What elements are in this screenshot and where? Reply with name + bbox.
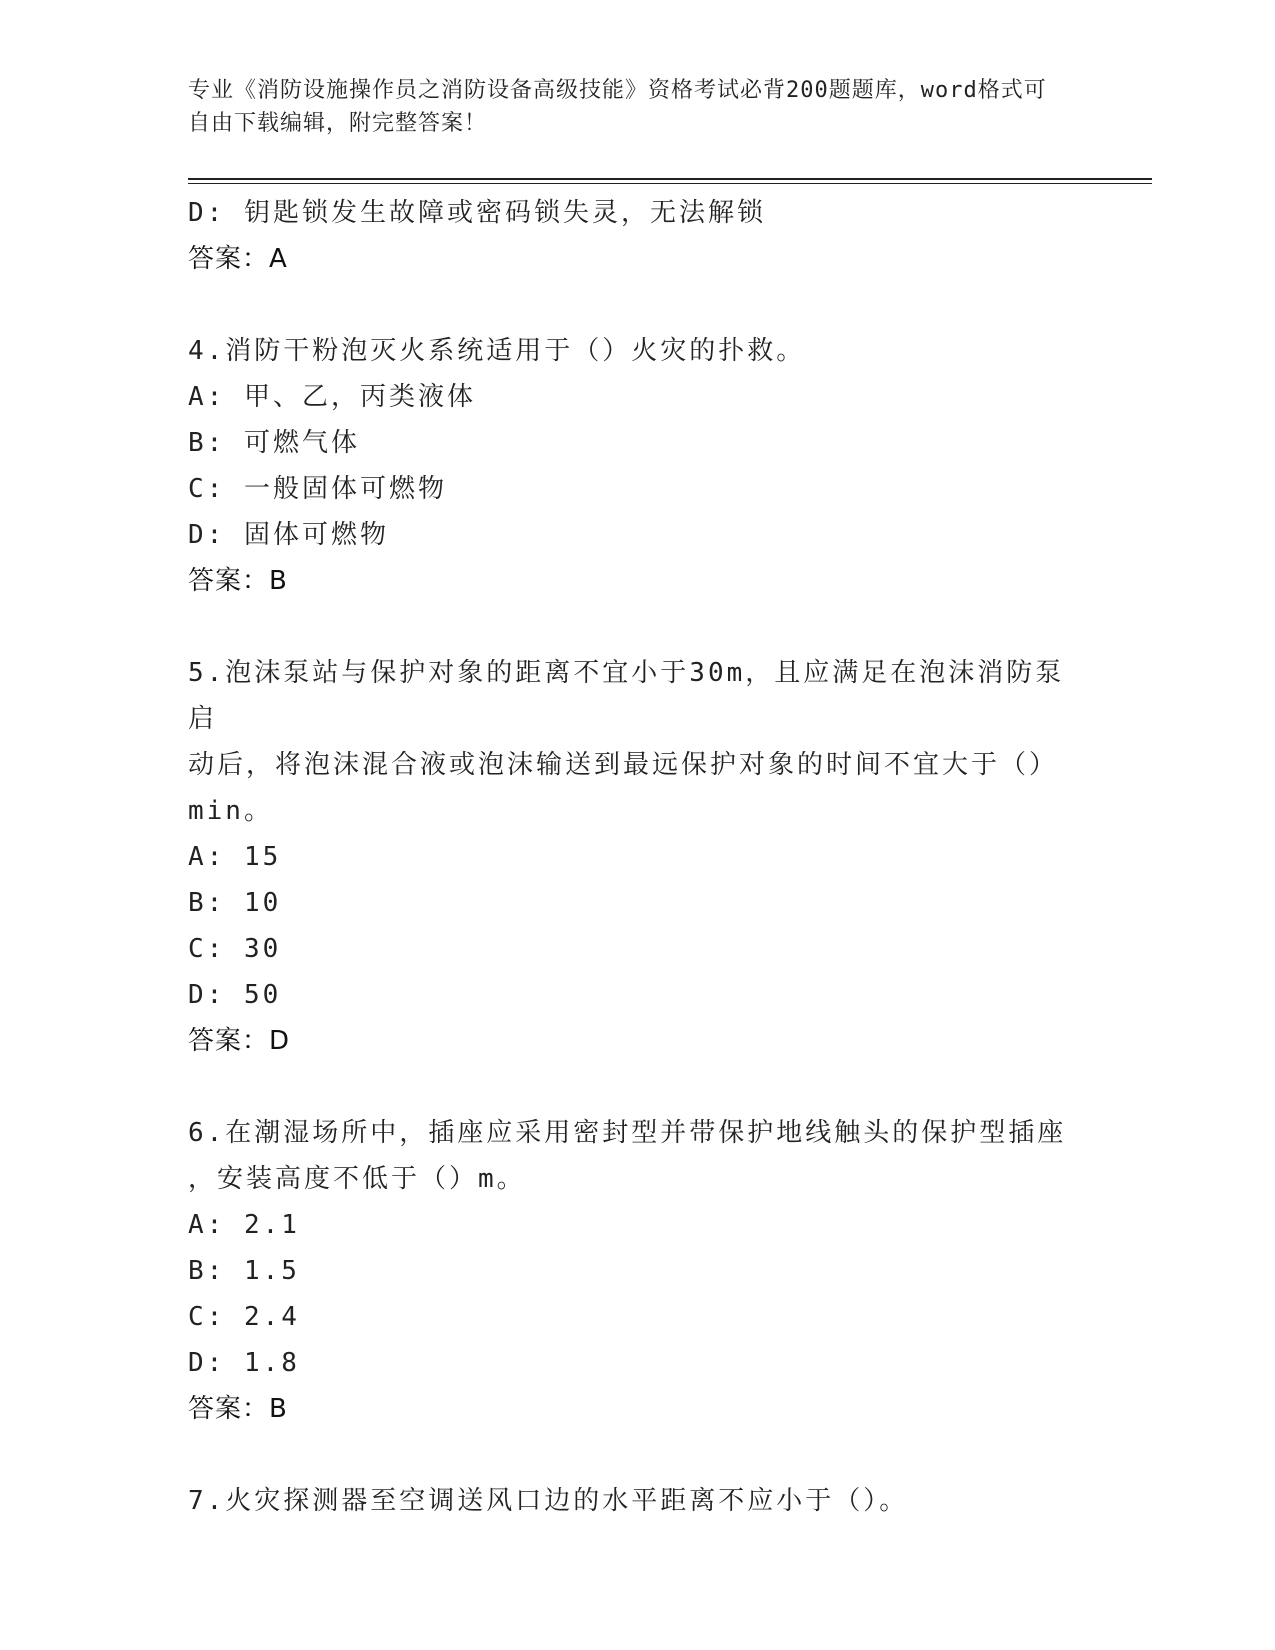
question-stem-line-3: min。: [188, 796, 273, 826]
option-c: C: 一般固体可燃物: [188, 474, 447, 504]
header-divider-thin: [188, 183, 1152, 184]
option-d: D: 50: [188, 980, 282, 1010]
answer-label: 答案：: [188, 566, 270, 596]
option-b: B: 10: [188, 888, 282, 918]
answer-label: 答案：: [188, 1394, 270, 1424]
answer-value: D: [269, 1026, 291, 1056]
answer-line: [188, 1018, 1088, 1064]
option-d: D: 1.8: [188, 1348, 300, 1378]
header-divider: [188, 178, 1152, 180]
question-3-tail: [188, 190, 1088, 282]
question-list: [188, 190, 1088, 1524]
question-stem: 7.火灾探测器至空调送风口边的水平距离不应小于（）。: [188, 1486, 909, 1516]
question-7: [188, 1478, 1088, 1524]
option-d: D: 钥匙锁发生故障或密码锁失灵，无法解锁: [188, 198, 766, 228]
answer-value: A: [269, 244, 288, 274]
answer-label: 答案：: [188, 244, 270, 274]
option-c: C: 30: [188, 934, 282, 964]
question-stem-line-1: 6.在潮湿场所中，插座应采用密封型并带保护地线触头的保护型插座: [188, 1118, 1067, 1148]
question-6: [188, 1110, 1088, 1432]
option-a: A: 15: [188, 842, 282, 872]
question-5: [188, 650, 1088, 1064]
option-b: B: 1.5: [188, 1256, 300, 1286]
answer-line: [188, 558, 1088, 604]
document-header: 专业《消防设施操作员之消防设备高级技能》资格考试必背200题题库，word格式可自由下载编辑，附完整答案！: [188, 78, 1047, 136]
option-a: A: 2.1: [188, 1210, 300, 1240]
question-4: [188, 328, 1088, 604]
question-stem-line-2: ，安装高度不低于（）m。: [188, 1164, 526, 1194]
option-d: D: 固体可燃物: [188, 520, 389, 550]
option-a: A: 甲、乙，丙类液体: [188, 382, 476, 412]
answer-value: B: [269, 1394, 288, 1424]
question-stem-line-1: 5.泡沫泵站与保护对象的距离不宜小于30m，且应满足在泡沫消防泵启: [188, 658, 1065, 734]
answer-label: 答案：: [188, 1026, 270, 1056]
question-stem-line-2: 动后，将泡沫混合液或泡沫输送到最远保护对象的时间不宜大于（）: [188, 750, 1059, 780]
answer-line: [188, 236, 1088, 282]
question-stem: 4.消防干粉泡灭火系统适用于（）火灾的扑救。: [188, 336, 806, 366]
option-c: C: 2.4: [188, 1302, 300, 1332]
option-b: B: 可燃气体: [188, 428, 360, 458]
answer-line: [188, 1386, 1088, 1432]
answer-value: B: [269, 566, 288, 596]
